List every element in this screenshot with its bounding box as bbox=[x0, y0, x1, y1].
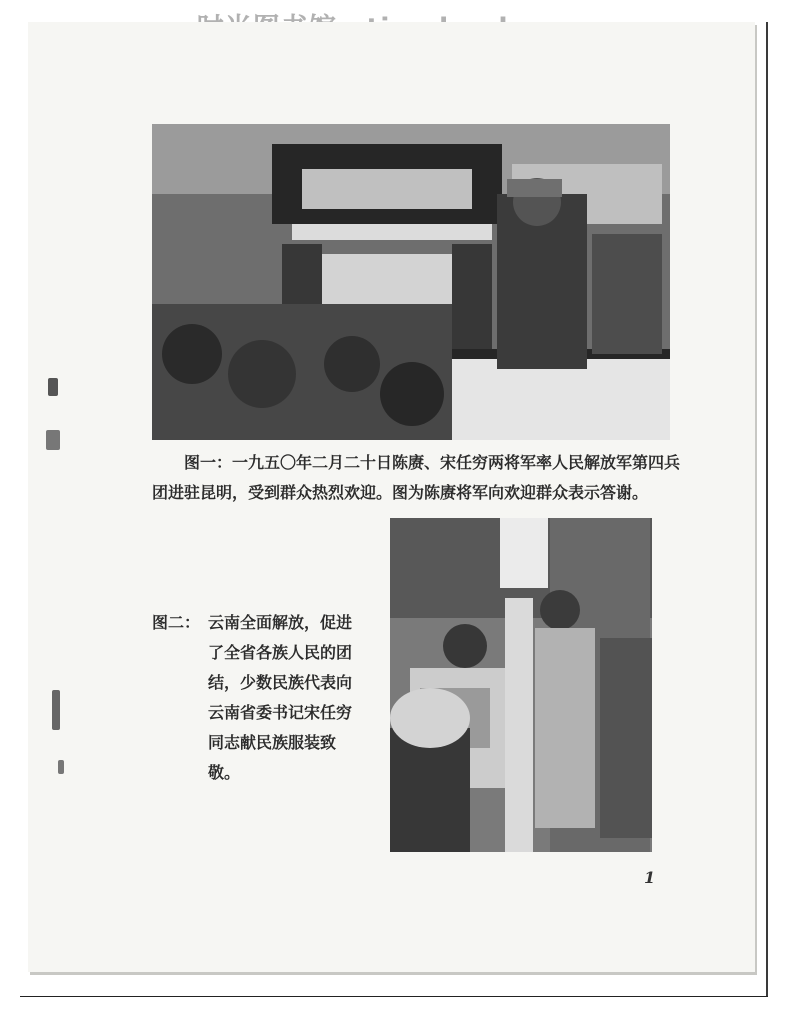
figure1-caption-text: 图一：一九五〇年二月二十日陈赓、宋任穷两将军率人民解放军第四兵团进驻昆明，受到群众热烈欢迎。图为陈赓将军向欢迎群众表示答谢。 bbox=[152, 453, 681, 502]
scan-mark bbox=[48, 378, 58, 396]
scan-mark bbox=[52, 690, 60, 730]
page-edge bbox=[766, 22, 768, 997]
figure2-label: 图二： bbox=[152, 613, 201, 632]
figure1-caption bbox=[152, 448, 692, 508]
bottom-rule bbox=[20, 996, 768, 997]
photo-welcome-parade bbox=[152, 124, 670, 440]
scan-mark bbox=[58, 760, 64, 774]
scan-mark bbox=[46, 430, 60, 450]
photo-presentation-of-costume bbox=[390, 518, 652, 852]
page-number: 1 bbox=[644, 868, 656, 887]
figure2-caption-text: 云南全面解放，促进了全省各族人民的团结，少数民族代表向云南省委书记宋任穷同志献民族服装致敬。 bbox=[208, 613, 353, 782]
